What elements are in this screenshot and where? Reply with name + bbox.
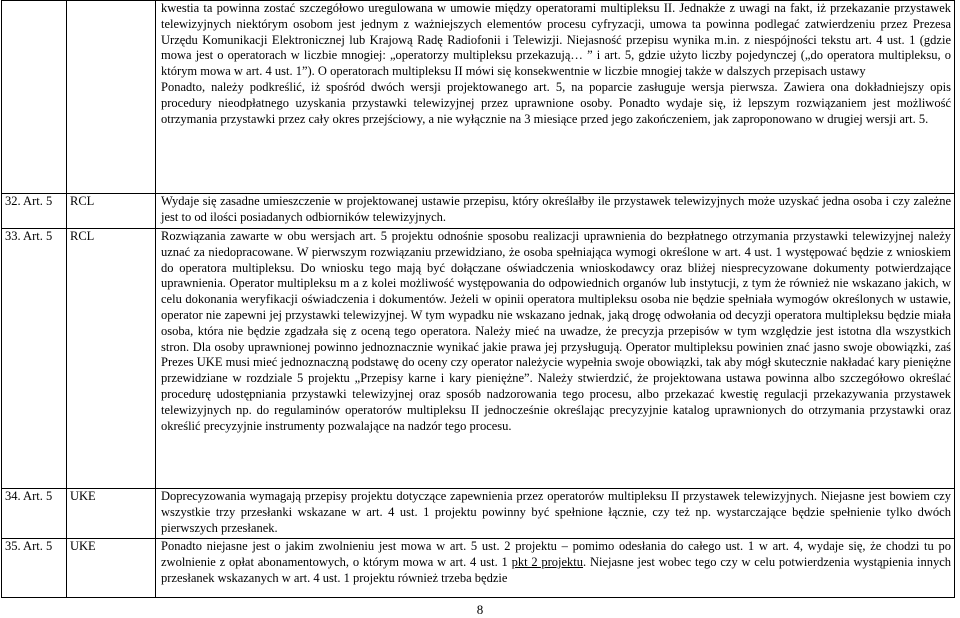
comment-paragraph: Doprecyzowania wymagają przepisy projektu dotyczące zapewnienia przez operatorów multipleksu II przystawek telewizyjnych. Niejasne jest bowiem czy wszystkie trzy przesłanki wskazane w art. 4 ust. 1 projektu powinny być spełnione łącznie, czy też np. wystarczające będzie spełnienie tylko dwóch pierwszych przesłanek. bbox=[161, 489, 951, 535]
underlined-reference: pkt 2 projektu bbox=[511, 554, 584, 569]
comment-paragraph: Rozwiązania zawarte w obu wersjach art. 5 projektu odnośnie sposobu realizacji uprawnienia do bezpłatnego otrzymania przystawki telewizyjnej należy uznać za niedopracowane. W pierwszym rozwiązaniu przewidziano, że osoba spełniająca wymogi określone w art. 4 ust. 1 występować będzie z wnioskiem do operatora multipleksu. Do wniosku tego mają być dołączane oświadczenia wnioskodawcy oraz bliżej niesprecyzowane dokumenty potwierdzające uprawnienia. Operator multipleksu m a z kolei możliwość występowania do odpowiednich organów lub instytucji, z tym że również nie wskazano jakich, w celu dokonania weryfikacji oświadczenia i dokumentów. Jeżeli w opinii operatora multipleksu osoba nie będzie spełniała wymogów określonych w ustawie, operator nie zapewni jej przystawki telewizyjnej. W tym wypadku nie wskazano jednak, jaką drogę odwołania od decyzji operatora multipleksu będzie miała osoba, która nie będzie zgadzała się z oceną tego operatora. Należy mieć na uwadze, że precyzja przepisów w tym względzie jest istotna dla wszystkich stron. Dla osoby uprawnionej powinno jednoznacznie wynikać jakie prawa jej przysługują. Operator multipleksu powinien znać jasno swoje obowiązki, zaś Prezes UKE musi mieć jednoznaczną podstawę do oceny czy operator należycie wypełnia swoje obowiązki, tak aby mógł skutecznie nakładać kary pieniężne przewidziane w rozdziale 5 projektu „Przepisy karne i kary pieniężne”. Należy stwierdzić, że projektowana ustawa powinna albo szczegółowo określać procedurę udostępniania przystawki telewizyjnej oraz sposób nadzorowania tego procesu, albo przekazać kwestię regulacji przekazywania przystawek telewizyjnych np. do regulaminów operatorów multipleksu II jednocześnie określając precyzyjnie katalog uprawnionych do otrzymania przystawki oraz określić precyzyjnie instrumenty pozwalające na nadzór tego procesu. bbox=[161, 229, 951, 433]
table-row bbox=[2, 539, 955, 598]
row-number-cell: 32. Art. 5 bbox=[2, 194, 67, 229]
table-row bbox=[2, 489, 955, 539]
comment-paragraph: Wydaje się zasadne umieszczenie w projektowanej ustawie przepisu, który określałby ile przystawek telewizyjnych może uzyskać jedna osoba i czy zależne jest to od ilości posiadanych odbiorników telewizyjnych. bbox=[161, 194, 951, 224]
comment-paragraph: Ponadto, należy podkreślić, iż spośród dwóch wersji projektowanego art. 5, na poparcie zasługuje wersja pierwsza. Zawiera ona dokładniejszy opis procedury nieodpłatnego uzyskania przystawki telewizyjnej przez uprawnione osoby. Ponadto wydaje się, iż lepszym rozwiązaniem jest możliwość otrzymania przystawki przez cały okres przejściowy, a nie wyłącznie na 3 miesiące przed jego zakończeniem, jak zaproponowano w drugiej wersji art. 5. bbox=[161, 79, 951, 126]
organization-cell: UKE bbox=[67, 539, 156, 598]
row-number-cell bbox=[2, 1, 67, 194]
row-number-cell: 35. Art. 5 bbox=[2, 539, 67, 598]
organization-cell: RCL bbox=[67, 229, 156, 489]
organization-cell bbox=[67, 1, 156, 194]
comment-cell bbox=[156, 539, 955, 598]
comments-table bbox=[1, 0, 955, 598]
comment-text: . Niejasne jest wobec tego czy w celu potwierdzenia wystąpienia innych przesłanek wskazanych w art. 4 ust. 1 projektu również trzeba będzie bbox=[161, 554, 951, 585]
comment-text: Ponadto niejasne jest o jakim zwolnieniu jest mowa w art. 5 ust. 2 projektu – pomimo odesłania do całego ust. 1 w art. 4, wydaje się, że chodzi tu po zwolnienie z opłat abonamentowych, o którym mowa w art. 4 ust. 1 bbox=[161, 539, 951, 569]
organization-cell: RCL bbox=[67, 194, 156, 229]
comment-paragraph: kwestia ta powinna zostać szczegółowo uregulowana w umowie między operatorami multipleksu II. Jednakże z uwagi na fakt, iż przekazanie przystawek telewizyjnych niektórym osobom jest jednym z ważniejszych elementów procesu cyfryzacji, umowa ta powinna podlegać zatwierdzeniu przez Prezesa Urzędu Komunikacji Elektronicznej lub Krajową Radę Radiofonii i Telewizji. Niejasność przepisu wynika m.in. z niespójności tekstu art. 4 ust. 1 (gdzie mowa jest o operatorach w liczbie mnogiej: „operatorzy multipleksu przekazują… ” i art. 5, gdzie użyto liczby pojedynczej („do operatora multipleksu, o którym mowa w art. 4 ust. 1”). O operatorach multipleksu II mówi się konsekwentnie w liczbie mnogiej także w dalszych przepisach ustawy bbox=[161, 1, 951, 79]
table-row bbox=[2, 194, 955, 229]
table-row bbox=[2, 229, 955, 489]
comment-cell bbox=[156, 489, 955, 539]
organization-cell: UKE bbox=[67, 489, 156, 539]
comment-cell bbox=[156, 1, 955, 194]
table-row bbox=[2, 1, 955, 194]
row-number-cell: 34. Art. 5 bbox=[2, 489, 67, 539]
comment-paragraph bbox=[161, 539, 951, 586]
row-number-cell: 33. Art. 5 bbox=[2, 229, 67, 489]
comment-cell bbox=[156, 229, 955, 489]
page-number: 8 bbox=[476, 602, 484, 617]
comment-cell bbox=[156, 194, 955, 229]
